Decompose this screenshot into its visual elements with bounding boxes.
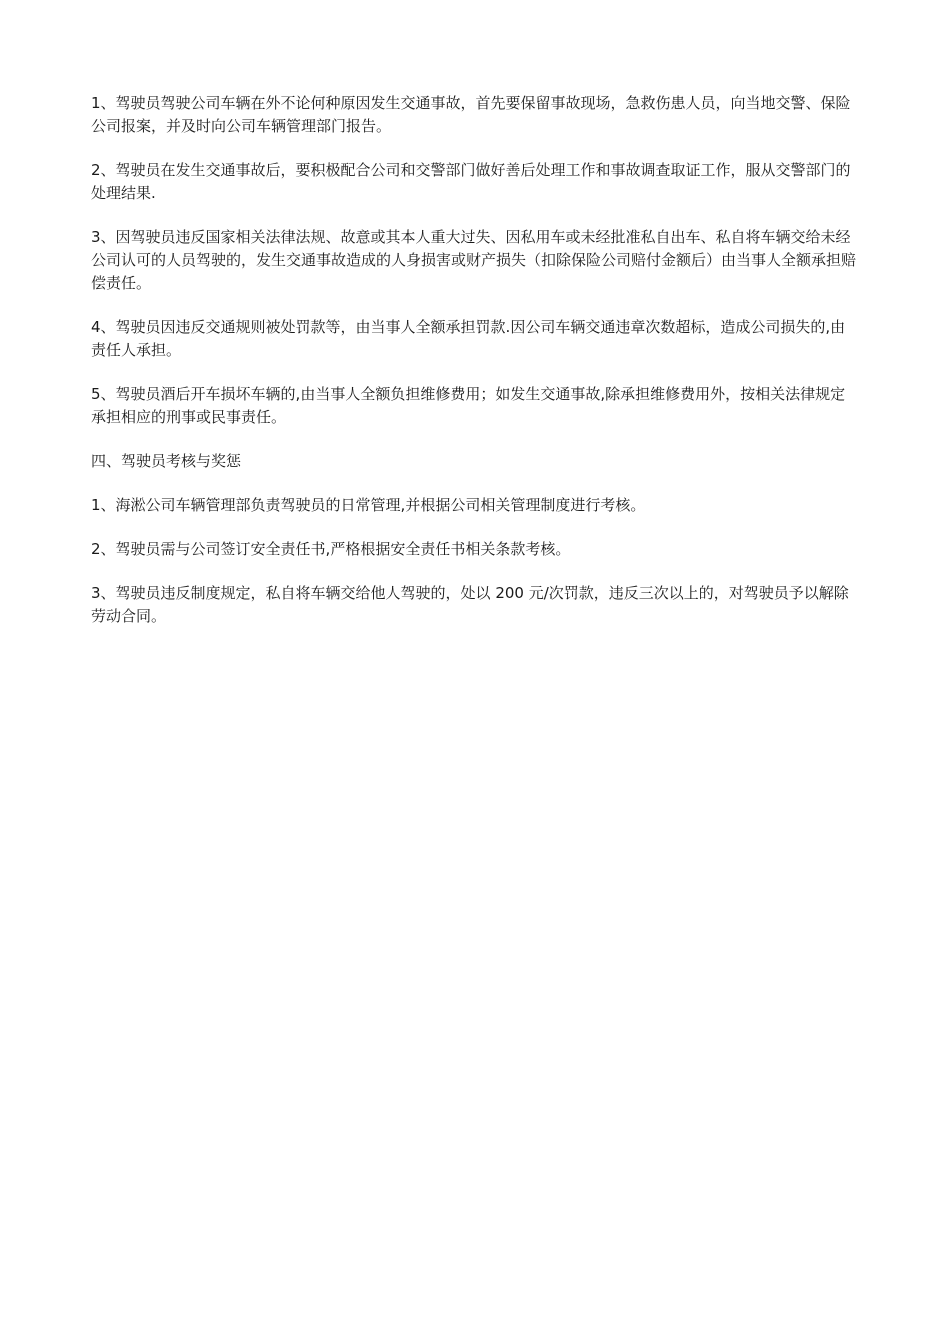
paragraph-cooperate-investigation: 2、驾驶员在发生交通事故后，要积极配合公司和交警部门做好善后处理工作和事故调查取证工作，服从交警部门的处理结果. [91,161,851,202]
paragraph-penalty-rules: 3、驾驶员违反制度规定，私自将车辆交给他人驾驶的，处以 200 元/次罚款，违反三次以上的，对驾驶员予以解除劳动合同。 [91,584,849,625]
paragraph-accident-report: 1、驾驶员驾驶公司车辆在外不论何种原因发生交通事故，首先要保留事故现场，急救伤患人员，向当地交警、保险公司报案，并及时向公司车辆管理部门报告。 [91,94,851,135]
paragraph-safety-agreement: 2、驾驶员需与公司签订安全责任书,严格根据安全责任书相关条款考核。 [91,540,571,558]
paragraph-daily-management: 1、海淞公司车辆管理部负责驾驶员的日常管理,并根据公司相关管理制度进行考核。 [91,496,646,514]
document-body [91,92,859,649]
section-heading-assessment: 四、驾驶员考核与奖惩 [91,452,242,470]
paragraph-traffic-fines: 4、驾驶员因违反交通规则被处罚款等，由当事人全额承担罚款.因公司车辆交通违章次数超标，造成公司损失的,由责任人承担。 [91,318,846,359]
paragraph-drunk-driving: 5、驾驶员酒后开车损坏车辆的,由当事人全额负担维修费用；如发生交通事故,除承担维修费用外，按相关法律规定承担相应的刑事或民事责任。 [91,385,846,426]
paragraph-liability-compensation: 3、因驾驶员违反国家相关法律法规、故意或其本人重大过失、因私用车或未经批准私自出车、私自将车辆交给未经公司认可的人员驾驶的，发生交通事故造成的人身损害或财产损失（扣除保险公司赔付金额后）由当事人全额承担赔偿责任。 [91,228,857,292]
